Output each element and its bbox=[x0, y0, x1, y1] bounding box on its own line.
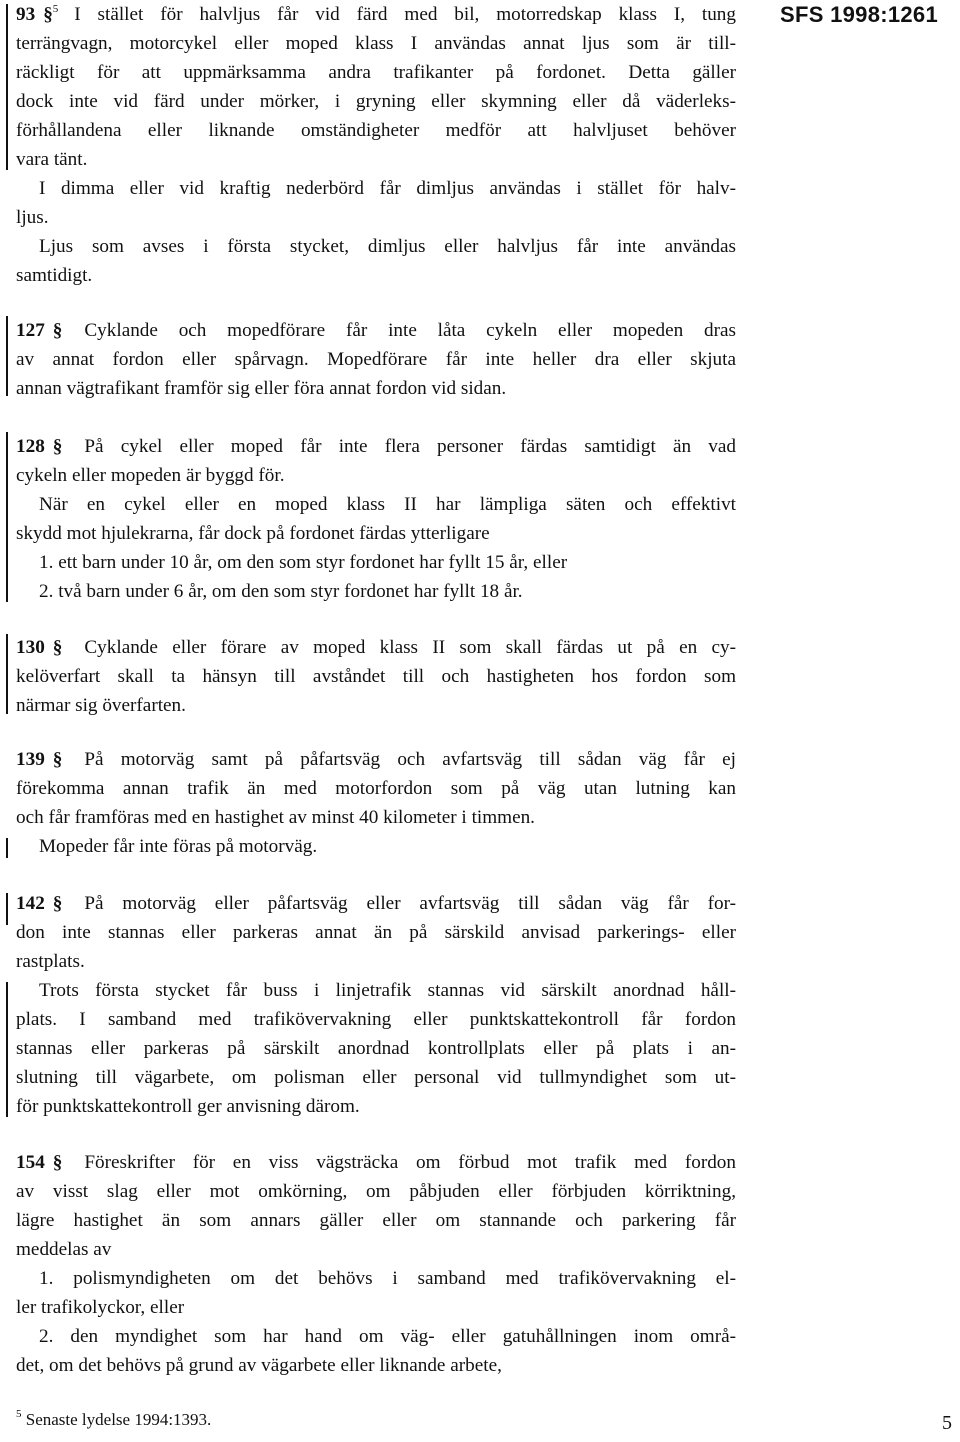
text-line: förekomma annan trafik än med motorfordon som på väg utan lutning kan bbox=[16, 778, 736, 799]
text-line: meddelas av bbox=[16, 1239, 112, 1260]
text-line: plats. I samband med trafikövervakning eller punktskattekontroll får fordon bbox=[16, 1009, 736, 1030]
text-line: lägre hastighet än som annars gäller eller om stannande och parkering får bbox=[16, 1210, 736, 1231]
section-128 bbox=[16, 432, 736, 606]
text-line: Föreskrifter för en viss vägsträcka om förbud mot trafik med fordon bbox=[84, 1152, 736, 1173]
text-line: rastplats. bbox=[16, 951, 85, 972]
text-line: och får framföras med en hastighet av minst 40 kilometer i timmen. bbox=[16, 807, 535, 828]
text-line: räckligt för att uppmärksamma andra trafikanter på fordonet. Detta gäller bbox=[16, 62, 736, 83]
list-item: 2. två barn under 6 år, om den som styr fordonet har fyllt 18 år. bbox=[39, 581, 523, 602]
text-line: vara tänt. bbox=[16, 149, 88, 170]
section-number: 93 bbox=[16, 4, 36, 25]
text-line: skydd mot hjulekrarna, får dock på fordonet färdas ytterligare bbox=[16, 523, 490, 544]
text-line: Mopeder får inte föras på motorväg. bbox=[39, 836, 318, 857]
text-line: Trots första stycket får buss i linjetrafik stannas vid särskilt anordnad håll- bbox=[39, 980, 736, 1001]
section-sign: § bbox=[52, 893, 63, 914]
page-number: 5 bbox=[942, 1412, 952, 1434]
text-line: På motorväg samt på påfartsväg och avfartsväg till sådan väg får ej bbox=[84, 749, 736, 770]
footnote bbox=[16, 1408, 211, 1432]
text-line: Cyklande och mopedförare får inte låta cykeln eller mopeden dras bbox=[84, 320, 736, 341]
section-sign: § bbox=[43, 4, 53, 25]
text-line: av visst slag eller mot omkörning, om påbjuden eller förbjuden körriktning, bbox=[16, 1181, 736, 1202]
section-number: 142 bbox=[16, 893, 45, 914]
text-line: förhållandena eller liknande omständigheter medför att halvljuset behöver bbox=[16, 120, 736, 141]
text-line: samtidigt. bbox=[16, 265, 93, 286]
footnote-mark: 5 bbox=[16, 1408, 22, 1420]
change-bar bbox=[6, 432, 8, 602]
section-139 bbox=[16, 745, 736, 861]
section-sign: § bbox=[52, 637, 63, 658]
change-bar bbox=[6, 4, 8, 170]
footnote-ref: 5 bbox=[52, 3, 59, 15]
text-line: närmar sig överfarten. bbox=[16, 695, 186, 716]
text-line: På motorväg eller påfartsväg eller avfartsväg till sådan väg får for- bbox=[84, 893, 736, 914]
change-bar bbox=[6, 982, 8, 1117]
section-number: 130 bbox=[16, 637, 45, 658]
text-line: ljus. bbox=[16, 207, 49, 228]
text-line: slutning till vägarbete, om polisman eller personal vid tullmyndighet som ut- bbox=[16, 1067, 736, 1088]
text-line: kelöverfart skall ta hänsyn till avståndet till och hastigheten hos fordon som bbox=[16, 666, 736, 687]
text-line: På cykel eller moped får inte flera personer färdas samtidigt än vad bbox=[84, 436, 736, 457]
text-line: don inte stannas eller parkeras annat än på särskild anvisad parkerings- eller bbox=[16, 922, 736, 943]
text-line: av annat fordon eller spårvagn. Mopedförare får inte heller dra eller skjuta bbox=[16, 349, 736, 370]
change-bar bbox=[6, 316, 8, 396]
text-line: cykeln eller mopeden är byggd för. bbox=[16, 465, 285, 486]
text-line: Cyklande eller förare av moped klass II som skall färdas ut på en cy- bbox=[84, 637, 736, 658]
section-93 bbox=[16, 0, 736, 290]
change-bar bbox=[6, 893, 8, 925]
section-142 bbox=[16, 889, 736, 1121]
text-line: för punktskattekontroll ger anvisning därom. bbox=[16, 1096, 360, 1117]
section-sign: § bbox=[52, 320, 63, 341]
section-sign: § bbox=[52, 1152, 63, 1173]
change-bar bbox=[6, 838, 8, 858]
list-item: ler trafikolyckor, eller bbox=[16, 1297, 185, 1318]
change-bar bbox=[6, 634, 8, 714]
text-line: dock inte vid färd under mörker, i gryning eller skymning eller då väderleks- bbox=[16, 91, 736, 112]
text-line: I dimma eller vid kraftig nederbörd får dimljus användas i stället för halv- bbox=[39, 178, 736, 199]
text-line: annan vägtrafikant framför sig eller föra annat fordon vid sidan. bbox=[16, 378, 507, 399]
footnote-text: Senaste lydelse 1994:1393. bbox=[25, 1410, 212, 1429]
section-154 bbox=[16, 1148, 736, 1380]
section-number: 154 bbox=[16, 1152, 45, 1173]
section-number: 139 bbox=[16, 749, 45, 770]
text-line: När en cykel eller en moped klass II har lämpliga säten och effektivt bbox=[39, 494, 736, 515]
list-item: 1. ett barn under 10 år, om den som styr fordonet har fyllt 15 år, eller bbox=[39, 552, 568, 573]
text-line: Ljus som avses i första stycket, dimljus eller halvljus får inte användas bbox=[39, 236, 736, 257]
list-item: det, om det behövs på grund av vägarbete eller liknande arbete, bbox=[16, 1355, 502, 1376]
list-item: 1. polismyndigheten om det behövs i samband med trafikövervakning el- bbox=[39, 1268, 736, 1289]
sfs-number: SFS 1998:1261 bbox=[779, 2, 938, 27]
section-number: 128 bbox=[16, 436, 45, 457]
section-127 bbox=[16, 316, 736, 403]
section-number: 127 bbox=[16, 320, 45, 341]
list-item: 2. den myndighet som har hand om väg- eller gatuhållningen inom områ- bbox=[39, 1326, 736, 1347]
text-line: I stället för halvljus får vid färd med bil, motorredskap klass I, tung bbox=[74, 4, 736, 25]
section-sign: § bbox=[52, 749, 63, 770]
section-130 bbox=[16, 633, 736, 720]
text-line: stannas eller parkeras på särskilt anordnad kontrollplats eller på plats i an- bbox=[16, 1038, 736, 1059]
text-line: terrängvagn, motorcykel eller moped klass I användas annat ljus som är till- bbox=[16, 33, 736, 54]
section-sign: § bbox=[52, 436, 63, 457]
